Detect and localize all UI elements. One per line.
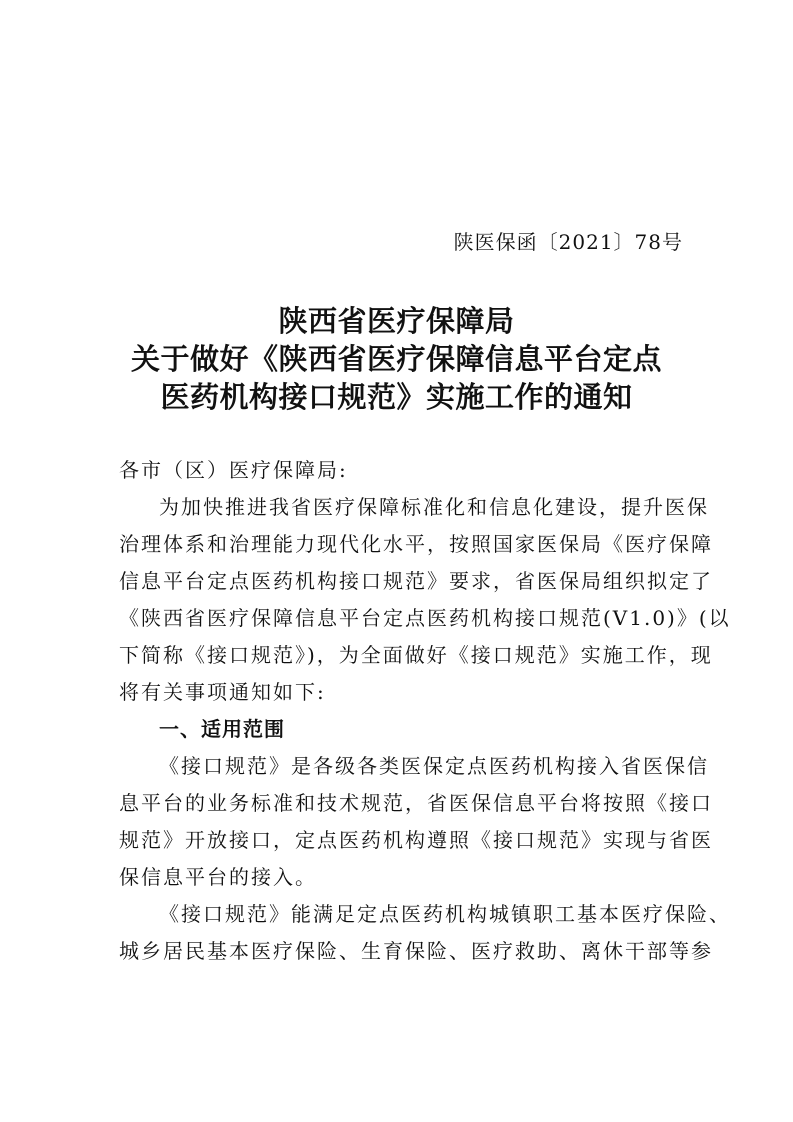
paragraph-line: 《陕西省医疗保障信息平台定点医药机构接口规范(V1.0)》(以: [119, 606, 731, 630]
paragraph-line: 信息平台定点医药机构接口规范》要求，省医保局组织拟定了: [119, 569, 713, 593]
title-line-3: 医药机构接口规范》实施工作的通知: [160, 380, 633, 414]
paragraph-line: 下简称《接口规范》)，为全面做好《接口规范》实施工作，现: [119, 643, 713, 667]
paragraph-line: 为加快推进我省医疗保障标准化和信息化建设，提升医保: [159, 495, 709, 519]
section-heading: 一、适用范围: [159, 717, 285, 741]
title-line-1: 陕西省医疗保障局: [278, 304, 515, 338]
paragraph-line: 《接口规范》是各级各类医保定点医药机构接入省医保信: [159, 754, 709, 778]
document-title: [0, 302, 793, 416]
paragraph-line: 保信息平台的接入。: [119, 865, 317, 889]
paragraph-line: 《接口规范》能满足定点医药机构城镇职工基本医疗保险、: [159, 902, 731, 926]
document-body: [119, 452, 731, 970]
salutation: 各市（区）医疗保障局:: [119, 458, 348, 482]
title-line-2: 关于做好《陕西省医疗保障信息平台定点: [130, 342, 662, 376]
paragraph-line: 息平台的业务标准和技术规范，省医保信息平台将按照《接口: [119, 791, 713, 815]
paragraph-line: 规范》开放接口，定点医药机构遵照《接口规范》实现与省医: [119, 828, 713, 852]
paragraph-line: 将有关事项通知如下:: [119, 680, 326, 704]
paragraph-line: 城乡居民基本医疗保险、生育保险、医疗救助、离休干部等参: [119, 939, 713, 963]
paragraph-line: 治理体系和治理能力现代化水平，按照国家医保局《医疗保障: [119, 532, 713, 556]
document-number: 陕医保函〔2021〕78号: [453, 230, 683, 254]
